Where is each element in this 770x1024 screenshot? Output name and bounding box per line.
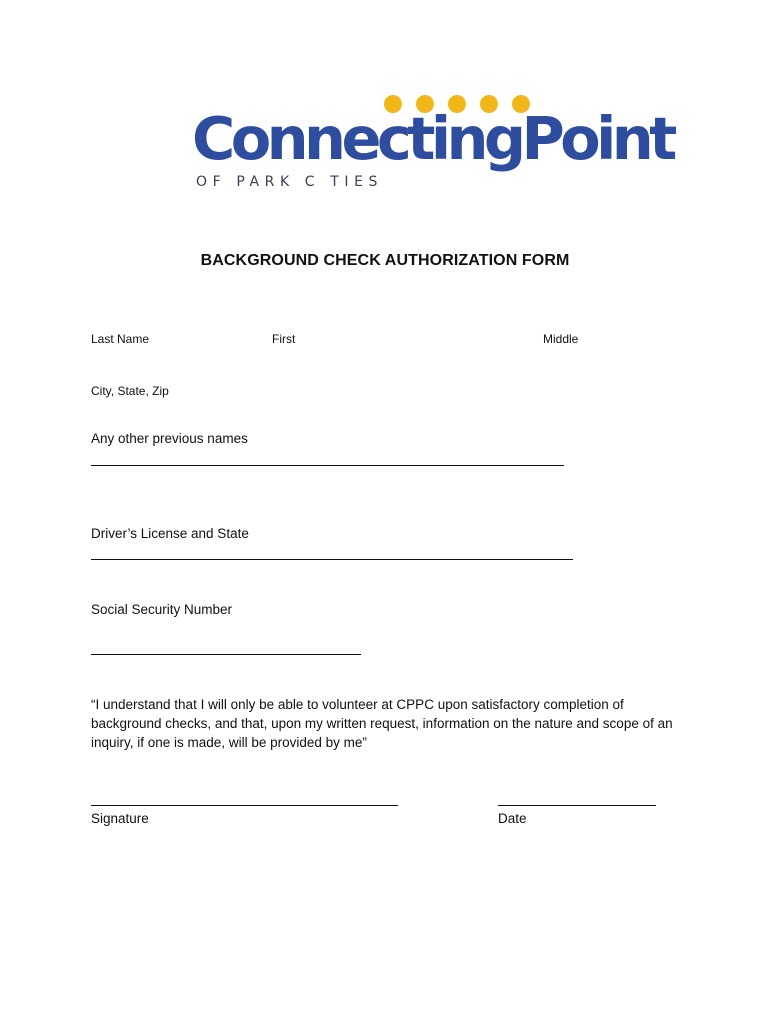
date-line[interactable]	[498, 805, 656, 806]
logo-word-point: Point	[521, 104, 673, 173]
first-name-label: First	[272, 332, 296, 346]
last-name-label: Last Name	[91, 332, 150, 346]
consent-statement: “I understand that I will only be able to volunteer at CPPC upon satisfactory completion of background checks, and that, upon my written request, information on the nature and scope of an inquiry, if one is made, will be provided by me”	[91, 697, 673, 750]
previous-names-label: Any other previous names	[91, 431, 248, 446]
form-title: BACKGROUND CHECK AUTHORIZATION FORM	[200, 252, 570, 269]
previous-names-line[interactable]	[91, 465, 564, 466]
ssn-line[interactable]	[91, 654, 361, 655]
logo-word-connecting: Connecting	[192, 104, 522, 173]
logo-wordmark	[192, 104, 673, 174]
connecting-point-logo	[190, 88, 673, 198]
city-state-zip-label: City, State, Zip	[91, 384, 169, 398]
signature-label: Signature	[91, 811, 149, 826]
date-label: Date	[498, 811, 527, 826]
ssn-label: Social Security Number	[91, 602, 233, 617]
signature-line[interactable]	[91, 805, 398, 806]
middle-name-label: Middle	[543, 332, 579, 346]
drivers-license-line[interactable]	[91, 559, 573, 560]
logo-subtitle: OF PARK C TIES	[196, 174, 384, 190]
drivers-license-label: Driver’s License and State	[91, 526, 249, 541]
